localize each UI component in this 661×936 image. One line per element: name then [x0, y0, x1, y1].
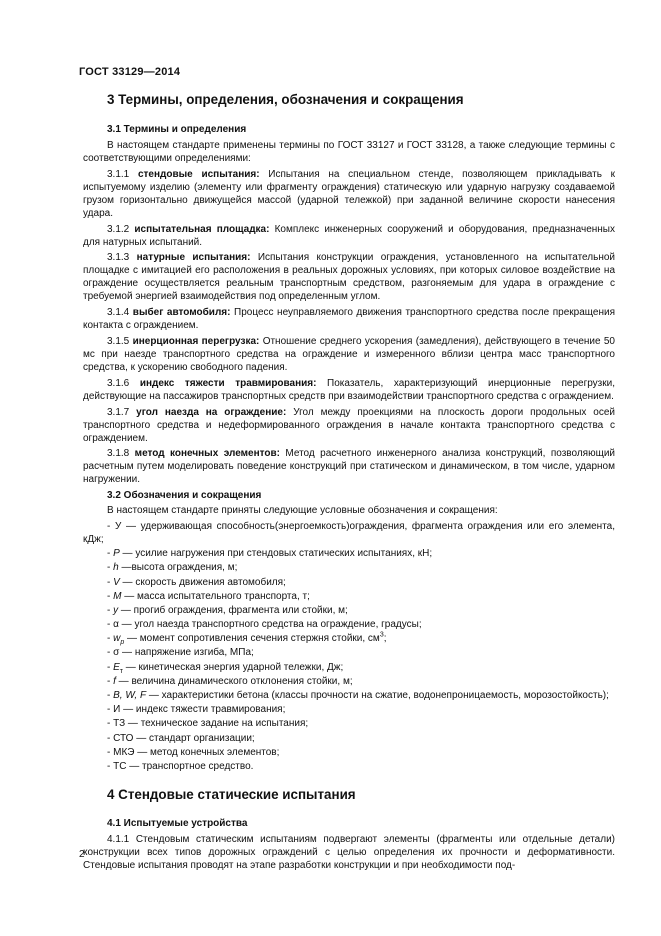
symbol: P: [113, 548, 120, 560]
symbol-item: [83, 646, 615, 659]
symbol-item: [83, 689, 615, 702]
list-dash: -: [107, 590, 114, 602]
term-number: 3.1.4: [107, 307, 130, 319]
list-dash: -: [107, 675, 114, 687]
symbol-item: [83, 547, 615, 560]
term-name: испытательная площадка:: [134, 223, 270, 235]
term-number: 3.1.8: [107, 448, 130, 460]
list-dash: -: [107, 576, 114, 588]
list-dash: -: [107, 619, 114, 631]
section-3-2-intro: В настоящем стандарте приняты следующие условные обозначения и сокращения:: [107, 505, 498, 517]
symbol: V: [113, 576, 120, 588]
symbol-description: — угол наезда транспортного средства на ограждение, градусы;: [118, 619, 422, 631]
symbol-item: [83, 746, 615, 759]
list-dash: -: [107, 732, 114, 744]
symbol-item: [83, 703, 615, 716]
term-name: инерционная перегрузка:: [132, 335, 260, 347]
list-dash: -: [107, 647, 114, 659]
symbol: σ: [113, 647, 120, 659]
subsection-4-1-title: 4.1 Испытуемые устройства: [107, 817, 248, 829]
list-dash: -: [107, 520, 115, 532]
list-dash: -: [107, 704, 114, 716]
symbol-description: — напряжение изгиба, МПа;: [119, 647, 254, 659]
symbol-item: [83, 632, 615, 645]
term-definition: [83, 251, 615, 303]
subsection-3-2-title: 3.2 Обозначения и сокращения: [107, 490, 262, 502]
term-number: 3.1.7: [107, 406, 130, 418]
term-name: стендовые испытания:: [137, 168, 260, 180]
section-4-1-1-paragraph: 4.1.1 Стендовым статическим испытаниям подвергают элементы (фрагменты или отдельные детали) конструкции всех типов дорожных ограждений с целью определения их прочности и деформативности. Стендовые испытания проводят на этапе разработки конструкции и при необходимости под-: [83, 833, 615, 871]
term-text: Процесс неуправляемого движения транспортного средства после прекращения контакта с ограждением.: [83, 307, 615, 332]
document-header: ГОСТ 33129—2014: [79, 66, 181, 78]
term-definition: [83, 406, 615, 445]
symbol: M: [113, 590, 122, 602]
term-definition: [83, 377, 615, 403]
symbol-item: [83, 561, 615, 574]
symbols-list: [83, 520, 615, 773]
list-dash: -: [107, 548, 114, 560]
symbol-description: — усилие нагружения при стендовых статических испытаниях, кН;: [119, 548, 433, 560]
section-3-1-intro: В настоящем стандарте применены термины по ГОСТ 33127 и ГОСТ 33128, а также следующие термины с соответствующими определениями:: [83, 140, 615, 164]
term-name: индекс тяжести травмирования:: [139, 377, 317, 389]
page-content: [83, 92, 615, 875]
term-text: Комплекс инженерных сооружений и оборудования, предназначенных для натурных испытаний.: [83, 223, 615, 248]
subsection-3-1-title: 3.1 Термины и определения: [107, 124, 247, 135]
list-dash: -: [107, 661, 114, 673]
unit-superscript: 3: [379, 631, 384, 639]
symbol-subscript: т: [119, 667, 123, 675]
symbol-description: И — индекс тяжести травмирования;: [113, 704, 286, 716]
term-name: метод конечных элементов:: [134, 448, 280, 460]
symbol-item: [83, 717, 615, 730]
term-text: Показатель, характеризующий инерционные перегрузки, действующие на пассажиров транспортных средств при взаимодействии транспортного средства с ограждением.: [83, 377, 615, 402]
symbol: B, W, F: [113, 690, 147, 702]
term-text: Испытания на специальном стенде, позволяющем прикладывать к испытуемому изделию (элементу или фрагменту ограждения) статическую или ударную нагрузку создаваемой грузом горизонтально движущейся массой (ударной тележкой) при заданной величине скорости нанесения удара.: [83, 168, 615, 219]
section-4-title: 4 Стендовые статические испытания: [107, 786, 356, 802]
term-definition: [83, 447, 615, 486]
list-dash: -: [107, 690, 114, 702]
symbol: f: [113, 675, 116, 687]
symbol: E: [113, 661, 120, 673]
symbol: h: [113, 562, 119, 574]
symbol: α: [113, 619, 119, 631]
section-3-title: 3 Термины, определения, обозначения и сокращения: [107, 92, 464, 107]
symbol-item: [83, 760, 615, 773]
list-dash: -: [107, 746, 114, 758]
symbol-item: [83, 675, 615, 688]
symbol-description: ТС — транспортное средство.: [113, 760, 254, 772]
symbol-item: [83, 520, 615, 546]
symbol-item: [83, 661, 615, 674]
symbol-item: [83, 618, 615, 631]
term-number: 3.1.1: [107, 168, 130, 180]
symbol-description: ТЗ — техническое задание на испытания;: [113, 718, 309, 730]
term-definition: [83, 335, 615, 374]
term-definition: [83, 168, 615, 220]
term-definition: [83, 223, 615, 249]
list-dash: -: [107, 760, 114, 772]
term-definition: [83, 306, 615, 332]
symbol-description: СТО — стандарт организации;: [113, 732, 255, 744]
symbol-description: —высота ограждения, м;: [118, 562, 238, 574]
symbol-description: — момент сопротивления сечения стержня стойки, см: [124, 633, 380, 645]
term-number: 3.1.3: [107, 252, 130, 264]
term-text: Отношение среднего ускорения (замедления), действующего в течение 50 мс при наезде транспортного средства на ограждение и измеренного вблизи центра масс транспортного средства, к ускорению свободного падения.: [83, 335, 615, 373]
symbol: w: [113, 633, 121, 645]
symbol-item: [83, 604, 615, 617]
symbol-subscript: p: [120, 639, 125, 647]
symbol-description: — масса испытательного транспорта, т;: [121, 590, 310, 602]
terms-list: [83, 168, 615, 487]
symbol-item: [83, 732, 615, 745]
symbol-description: — характеристики бетона (классы прочности на сжатие, водонепроницаемость, морозостойкость);: [146, 690, 609, 702]
list-dash: -: [107, 604, 114, 616]
page-number: 2: [79, 849, 85, 860]
symbol-description: — величина динамического отклонения стойки, м;: [115, 675, 353, 687]
term-number: 3.1.2: [107, 223, 130, 235]
symbol-description: У — удерживающая способность(энергоемкость)ограждения, фрагмента ограждения или его элемента, кДж;: [83, 520, 616, 545]
symbol-description: МКЭ — метод конечных элементов;: [113, 746, 280, 758]
symbol-item: [83, 590, 615, 603]
symbol-item: [83, 576, 615, 589]
term-number: 3.1.6: [107, 377, 130, 389]
symbol-description: — прогиб ограждения, фрагмента или стойки, м;: [118, 604, 348, 616]
term-text: Метод расчетного инженерного анализа конструкций, позволяющий расчетным путем моделировать поведение конструкций при статическом и динамическом, в том числе, ударном нагружении.: [83, 448, 615, 486]
term-name: угол наезда на ограждение:: [136, 406, 287, 418]
term-text: Угол между проекциями на плоскость дороги продольных осей транспортного средства и недеформированного ограждения в начале контакта транспортного средства с ограждением.: [83, 406, 615, 444]
symbol-description: — скорость движения автомобиля;: [119, 576, 286, 588]
term-text: Испытания конструкции ограждения, установленного на испытательной площадке с имитацией его расположения в реальных дорожных условиях, при которых силовое воздействие на ограждение осуществляется реальным транспортным средством, разгоняемым для удара в ограждение с требуемой энергией взаимодействия под определенным углом.: [83, 252, 616, 303]
punctuation: ;: [383, 633, 387, 645]
term-name: выбег автомобиля:: [132, 307, 231, 319]
list-dash: -: [107, 633, 114, 645]
term-number: 3.1.5: [107, 335, 130, 347]
list-dash: -: [107, 562, 114, 574]
term-name: натурные испытания:: [136, 252, 251, 264]
symbol: y: [113, 604, 119, 616]
list-dash: -: [107, 718, 114, 730]
symbol-description: — кинетическая энергия ударной тележки, Дж;: [123, 661, 344, 673]
